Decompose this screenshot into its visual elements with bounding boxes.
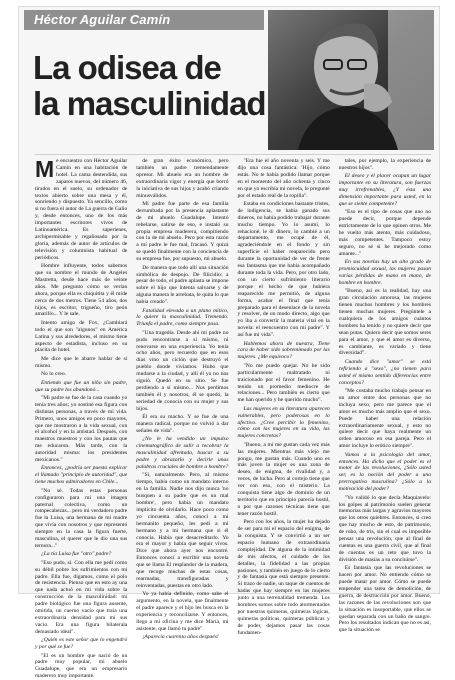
body-paragraph bbox=[339, 388, 431, 450]
paragraph-text: Las mujeres en su literatura aparecen vulnerables, pero poderosas en lo afectivo. ¿Cree percibir lo femenino, cómo son las mujeres en su vida, las mujeres concretas? bbox=[237, 405, 330, 440]
paragraph-text: ¿Quién es este señor que lo engendró y por qué se fue? bbox=[35, 637, 128, 651]
body-paragraph bbox=[339, 495, 431, 564]
body-paragraph bbox=[35, 560, 127, 636]
paragraph-text: Hablemos ahora de nuestra, Tiene cara de haber sido sobremimado por las mujeres. ¿Me equivoco? bbox=[237, 340, 330, 361]
paragraph-text: Vamos a la psicología del amor, entonces. Ha dicho que el poder es el motor de las revoluciones, ¿Sólo usted ser, es la noción del poder a una prerrogativa masculina? ¿Sólo a la motivación del poder? bbox=[338, 451, 431, 493]
paragraph-text: Me dice que le abarre hablar de sí mismo. bbox=[35, 355, 128, 369]
paragraph-text: "Eso pudo, sí. Con ella me pedí como su débil pobre los sufrimientos con mi padre. Ella fue, digamos, como el polo de resistencia. Pienso que en esto ay una que nada actuó en mi vida sobre la construcción de la masculinidad: mi padre biológico fue una figura ausente, omitida, un cuerno vacío que traía una extraordinaria densidad para mí sus vacío. Era una figura bilaterala demasiado ideal". bbox=[35, 559, 128, 635]
body-column-1 bbox=[35, 156, 128, 680]
body-paragraph bbox=[136, 436, 228, 471]
paragraph-text: "No sé. Todas estas personas configuraron para mí una imagen paternal colectiva, como un rompecabezas... pero mi verdadero padre fue la Luisa, una hermana de mi madre que vivía con nosotros y que representó siempre en la casa la figura fuerte, masculina, el querer que le dio una sus ternura..." bbox=[35, 487, 128, 549]
body-paragraph bbox=[238, 201, 330, 339]
article-body bbox=[35, 156, 431, 680]
paragraph-text: ¿La tía Luisa fue "otro" padre? bbox=[41, 551, 112, 558]
body-paragraph bbox=[35, 551, 127, 558]
paragraph-text: Intento amigo de Fox, ¿Cambiará todo el que son "algunos" en América Latina y sus alrededores, el mismo tiene aspecto de estadista, incluso en su placita de hotel. bbox=[35, 319, 128, 354]
paragraph-text: Entiendo que fue un niño sin padre, que su padre los abandonó... bbox=[35, 379, 128, 393]
paragraph-text: ¡Aparecía cuarenta años después! bbox=[142, 634, 219, 641]
article-title bbox=[33, 50, 266, 122]
body-paragraph bbox=[339, 259, 431, 287]
paragraph-text: De manera que todo allí una situación simbólica de despojo. De filicidio: a pesar de todo, el padre aplasta se impone sobre el hijo que intenta salvarse y de alguna manera le arrebata, le quita lo que había creado". bbox=[136, 264, 229, 306]
body-paragraph bbox=[35, 380, 127, 394]
body-paragraph bbox=[339, 565, 431, 634]
body-paragraph bbox=[339, 452, 431, 493]
body-paragraph bbox=[238, 363, 330, 404]
body-paragraph bbox=[339, 288, 431, 357]
body-paragraph bbox=[136, 634, 228, 641]
paragraph-text: "Me costaba mucho trabajo pensar en un amor entre dos personas que no incluya sexo, pero me parece que el amor es mucho más amplio que el sexo. Puede haber una relación extraordinariamente sexual, y esto no quiere decir que haya realmente un orden amoroso en esa pareja. Pero el amor incluye lo erótico siempre". bbox=[338, 388, 431, 450]
body-paragraph bbox=[35, 488, 127, 550]
paragraph-text: ¿No le ha vendido un impulso cinematográfico de salir a recobrar la masculinidad afrentada, buscar a su padre y abrazarlo y decirle unas palabras cruciales de hombre a hombre? bbox=[136, 436, 229, 470]
body-paragraph bbox=[35, 395, 127, 464]
paragraph-text: "Sí, naturalmente. Pero, al mismo tiempo, había como un mandato interno en la familia. Nadie nos dijo nunca 'no busquen a su padre que es un mal hombre', pero había un mandato implícito de olvidarlo. Hace poco como yo cincuenta años, conocí a mi hermanito pequeño, les pedí a mi hermano y a mi hermana que si él conocía. Había que desacreditarlo. Yo era el mayor y había que seguir vivos. Dice que ahora ayer nos encontré. Entonces conocí a escribir una novela que se llama El resplandor de la madera, que recoge muchas de estas cosas, rearmadas, transfiguradas y reinventadas, puestas en otro lado. bbox=[136, 472, 229, 589]
body-column-4 bbox=[338, 158, 431, 634]
author-photo bbox=[268, 10, 434, 150]
body-paragraph bbox=[238, 519, 330, 636]
paragraph-text: "Bueno, a mí me gustan cada vez más las mujeres. Mientras más viejo me pongo, me gustan más. Cuando uno es más joven la mujer es una zona de deseo, de enigma, de rivalidad y, a veces, de lucha. Pero al cortejo tiene que ver con eso, con el misterio. La conquista tiene algo de dominio de un territorio que en principio parecía hostil, o por que razones técnicas tiene que tener razón hostil. bbox=[237, 441, 330, 517]
paragraph-text: Yo ya había definido, como sabe el argumento, en la novela, que finalmente el padre aparece y el hijo les busca en la experiencia y reconciliarse. Y entonces, llego a mi oficina y me dice María, mi asistente, que llamó tu padre". bbox=[136, 591, 229, 632]
body-paragraph bbox=[35, 356, 127, 370]
paragraph-text: "Era fue el año noventa y seis. Y me dijo una cosa fantástica: 'Hijo, cómo estás. No te había podido llamar porque en el momento del año ochenta y cinco en que yo escribía mi novela, le pregunté por el estado real de la ropilla". bbox=[237, 158, 330, 199]
paragraph-text: "Una tragedia. Desde ahí mi padre no pudo rencontrarse a sí mismo, ni renovarse en una experiencia. Yo tenía ocho años, pero recuerdo que en esos días vino un ciclón que destruyó el pueblo donde vivíamos. Hubo que mudarse a la ciudad, y allí él ya no nos siguió. Quedó en su sitio. Se fue perdiendo a sí mismo... Nos perdimos también él y nosotros, él se quedó, la seriedad de conocía con su mujer y sus hijos. bbox=[136, 329, 229, 412]
body-paragraph bbox=[136, 265, 228, 306]
body-paragraph bbox=[136, 201, 228, 263]
body-column-2 bbox=[136, 158, 229, 641]
body-paragraph bbox=[238, 158, 330, 199]
body-paragraph bbox=[136, 591, 228, 632]
paragraph-text: "El es un hombre que nació de un padre muy popular, mi abuelo Guadalupe, que era un empresario maderero muy importante. bbox=[35, 652, 128, 680]
body-paragraph bbox=[136, 414, 228, 435]
title-line-1: La odisea de bbox=[33, 49, 221, 86]
title-line-2: la masculinidad bbox=[33, 85, 266, 122]
drop-cap: M bbox=[35, 156, 55, 182]
paragraph-text: tales, por ejemplo, la experiencia de nuestros hijos". bbox=[338, 158, 431, 171]
paragraph-text: "Yo validó lo que decía Maquiavelo: los golpes al patrimonio suelen generar memorias más largas y agravios mayores que los otros quiebres. Entonces, si creo que hay mucho de esto, de patrimonio, de robo, de tris, sin el cual es imposible pensar una revolución, que al final de cuentas es una guerra civil, que al final de cuentas es un reto que tuvo la división de masías a su concluirse". bbox=[338, 494, 431, 563]
paragraph-text: No lo creo. bbox=[41, 371, 67, 378]
paragraph-text: "Eso es el tipo de cosas que uno no puede decir, porque depende estrictamente de lo que opinen otros. Me he vuelto más atento, más cuidadoso, más competentes. Tampoco estoy seguro, no sé si he mejorado como amante..." bbox=[338, 209, 431, 257]
body-paragraph bbox=[238, 406, 330, 441]
body-paragraph bbox=[35, 465, 127, 486]
body-paragraph bbox=[136, 330, 228, 413]
paragraph-text: Cuando dice "amor" se está refiriendo a "sexo", ¿no tienen para usted el mismo sentido diferencias entre conceptos? bbox=[338, 358, 431, 386]
body-paragraph bbox=[238, 341, 330, 362]
body-paragraph bbox=[238, 442, 330, 518]
paragraph-text: Fatalidad elevada a un plano mítico, lo quiere la masculinidad. Tremendo. Triunfa el padre, como siempre pasa. bbox=[136, 307, 229, 328]
body-paragraph bbox=[35, 653, 127, 680]
paragraph-text: Mi padre fue parte de esa familia derrumbada por la presencia aplastante de mi abuelo Guadalupe. Intentó rebelarse, salirse de eso, e instaló su propia empresa maderera, compitiendo con la de mi abuelo. Pero por esta razón a mí padre le fue mal, fracasó. Y quizá se quedó finalmente con la conciencia de su empresa fue, por supuesto, mi abuelo. bbox=[136, 200, 229, 263]
paragraph-text: El deseo y el placer ocupan un lugar importante en su literatura, son fuerzas muy irrefrenables, ¿Y ésta una dimensión importante para usted, en la que se siente competente? bbox=[338, 173, 431, 207]
body-paragraph bbox=[35, 371, 127, 378]
paragraph-text: Entonces, ¿podría ser puesta explicar el llamado "principio de autoridad", que tiene muchos admiradores en Chile... bbox=[35, 465, 128, 486]
portrait-image bbox=[268, 10, 434, 150]
paragraph-text: "Mi padre se fue de la casa cuando yo tenía tres años; yo sostiné esa figura con distintas personas, a través de mi vida. Primero, unos amigos en poco mayores, que me mostraron a la vida sexual, con el alcohol y en la amistad. Después, con maestros muestros y con los pautas que me educaron. Más tarde, con la autoridad misma: los presidentes mexicanos." bbox=[35, 394, 128, 464]
body-paragraph bbox=[136, 308, 228, 329]
paragraph-text: "No me puedo quejar. No he sido particularmente maltratado ni traicionado por el favor femenino. He tenido un promedio mediocre de relaciones... Pero también es cierto que me han querido y he querido mucho". bbox=[237, 362, 330, 404]
paragraph-text: de gran éxito económico, pero también un padre tremendamente opresor. Mi abuelo era un hombre de extraordinaria vigor y energía que borró la iniciativa de sus hijos y acabó criando minusválidos. bbox=[136, 158, 229, 199]
body-paragraph bbox=[35, 158, 127, 262]
body-paragraph bbox=[35, 320, 127, 355]
paragraph-text: "Bueno, así es la realidad, hay una gran circulación amorosa, las mujeres tienen muchos hombres y los hombres tienen muchas mujeres. Pregúntele a cualquiera de los amigos cuántos hombres ha tenido y no quiere decir que sean putas. Quiero decir que somos seres para el amor, y que el amor es diverso, es cambiante, es variado y tiene diversidad". bbox=[338, 288, 431, 357]
body-paragraph bbox=[136, 472, 228, 589]
body-paragraph bbox=[339, 173, 431, 208]
body-paragraph bbox=[35, 637, 127, 651]
body-paragraph bbox=[339, 359, 431, 387]
paragraph-text: Hombre influyente, todos sabemos que su nombre el mundo de Angeles Mastretta, desde hace más de veinte años. Me pregunto cómo se verían ahora, porque ella es chiquitita y él mide cerca de dos metros. Tiene 54 años, dos hijos, es escritor, trigueño, tiro peón amarillo... Y le sale. bbox=[35, 263, 128, 318]
paragraph-text: Él era su macho. Y se fue de una manera radical, porque no volvió a dar señales de vida". bbox=[136, 414, 229, 434]
author-name: Héctor Aguilar Camín bbox=[34, 12, 171, 27]
body-paragraph bbox=[35, 263, 127, 318]
paragraph-text: Pero con los años, la mujer ha dejado de ser para mí el espacio del enigma, de la conquista. Y se convirtió a un ser espacio humano de extraordinaria complejidad. De alguna de la intimidad de mis afectos, el cuidado de los detalles, la fidelidad a las propias pasiones, y también en juego de lo cierto y de fantasía que está siempre presente. Si trazo de nadie, un taque de cuentos de hadas que hay siempre en las mujeres junto a una terrenalidad tremenda. Los hombres somos sobre todo atormentados por nuestras quimeras, quimeras lógicas, quimeras políticas, quimeras públicas y de poder, dejamos pasar las cosas fundamen- bbox=[237, 519, 330, 636]
body-paragraph bbox=[339, 158, 431, 172]
body-paragraph bbox=[339, 209, 431, 257]
paragraph-text: Es fantasía que las revoluciones se hacen por amor. No entiendo cómo se puede matar por amor. Cómo se puede empender una tarea de demolición, de guerra, de destrucción por amor. Bueno, las razones de las revoluciones son que la situación es insoportable, que ellos se quedan separada con un baño de sangre. Pero los resultados indican que no es así, que la situación se bbox=[338, 565, 431, 634]
body-paragraph bbox=[136, 158, 228, 199]
body-column-3 bbox=[237, 158, 330, 636]
divider-rule bbox=[35, 154, 431, 155]
paragraph-text: e encuentro con Héctor Aguilar Camín en una habitación de hotel. La cama destendida, sus zapatos nuevos, del número 46, tirados en el suelo, su ordenador de textos abierto sobre una mesa y él, sonriendo y dispuesto. Ya sencillo, como si no fuera el autor de La guerra de Galio y, desde entonces, uno de los más importantes escritores vivos de Latinoamérica. Es saperienes, archipermisable y regañosado por la gloria, además de autor de artículos de televisión y columnista habitual de periódicos. bbox=[35, 158, 128, 261]
paragraph-text: Estaba en condiciones bastante tristes, de indigencia, se había ganado sus dineros, no había podido trabajar durante mucho tiempo. Yo lo asumí, lo rehacioné, le di dinero, lo cambié a un departamento, me ocupé de él, agradeciéndole en el fondo y sin superficie el haber reaparecido pero durante la oportunidad de ver de frente esa fantasma que me había acompañado durante toda la vida. Pero, por otro lado, con un cierto sufrimiento literario porque el hecho de que hubiera reaparecido me permitió, de alguna forma, acabar el final que tenía preparado para el desenlace de la novela y resolver, de un modo directo, algo que yo iba a convertir la materia vital en la novela: el reencuentro con mi padre". Y así fue mi vida". bbox=[237, 200, 330, 339]
paragraph-text: En sus novelas hay un alto grado de promiscuidad sexual, las mujeres pasan varias pérdidas de mano en mano, de hombre en hombre. bbox=[338, 259, 431, 286]
